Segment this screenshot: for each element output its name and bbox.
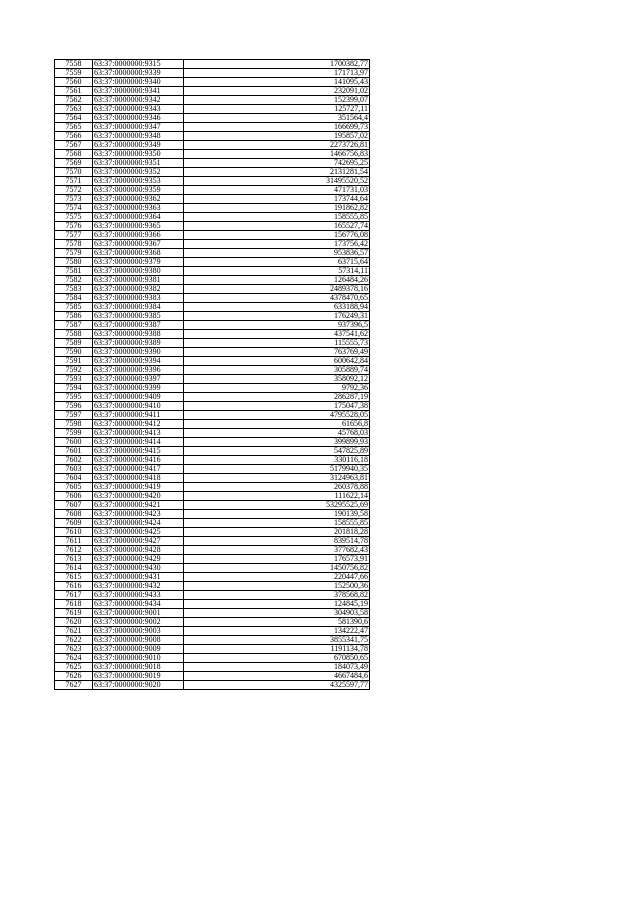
row-number-cell: 7617 bbox=[55, 591, 93, 600]
cadastral-number-cell: 63:37:0000000:9412 bbox=[93, 420, 184, 429]
table-row bbox=[55, 537, 370, 546]
value-cell: 158555,85 bbox=[184, 213, 370, 222]
row-number-cell: 7597 bbox=[55, 411, 93, 420]
value-cell: 4667484,6 bbox=[184, 672, 370, 681]
row-number-cell: 7610 bbox=[55, 528, 93, 537]
cadastral-number-cell: 63:37:0000000:9427 bbox=[93, 537, 184, 546]
row-number-cell: 7590 bbox=[55, 348, 93, 357]
table-row bbox=[55, 231, 370, 240]
cadastral-number-cell: 63:37:0000000:9001 bbox=[93, 609, 184, 618]
table-row bbox=[55, 123, 370, 132]
row-number-cell: 7577 bbox=[55, 231, 93, 240]
cadastral-number-cell: 63:37:0000000:9351 bbox=[93, 159, 184, 168]
row-number-cell: 7570 bbox=[55, 168, 93, 177]
cadastral-number-cell: 63:37:0000000:9008 bbox=[93, 636, 184, 645]
cadastral-number-cell: 63:37:0000000:9342 bbox=[93, 96, 184, 105]
value-cell: 61656,8 bbox=[184, 420, 370, 429]
cadastral-number-cell: 63:37:0000000:9343 bbox=[93, 105, 184, 114]
row-number-cell: 7600 bbox=[55, 438, 93, 447]
value-cell: 3855341,75 bbox=[184, 636, 370, 645]
row-number-cell: 7587 bbox=[55, 321, 93, 330]
table-row bbox=[55, 627, 370, 636]
cadastral-number-cell: 63:37:0000000:9010 bbox=[93, 654, 184, 663]
row-number-cell: 7601 bbox=[55, 447, 93, 456]
value-cell: 31495520,52 bbox=[184, 177, 370, 186]
cadastral-number-cell: 63:37:0000000:9009 bbox=[93, 645, 184, 654]
row-number-cell: 7615 bbox=[55, 573, 93, 582]
value-cell: 742695,25 bbox=[184, 159, 370, 168]
table-row bbox=[55, 456, 370, 465]
value-cell: 152500,36 bbox=[184, 582, 370, 591]
cadastral-number-cell: 63:37:0000000:9411 bbox=[93, 411, 184, 420]
table-row bbox=[55, 141, 370, 150]
table-row bbox=[55, 429, 370, 438]
value-cell: 184073,49 bbox=[184, 663, 370, 672]
cadastral-number-cell: 63:37:0000000:9434 bbox=[93, 600, 184, 609]
cadastral-number-cell: 63:37:0000000:9418 bbox=[93, 474, 184, 483]
table-row bbox=[55, 213, 370, 222]
table-row bbox=[55, 573, 370, 582]
row-number-cell: 7612 bbox=[55, 546, 93, 555]
row-number-cell: 7625 bbox=[55, 663, 93, 672]
cadastral-number-cell: 63:37:0000000:9383 bbox=[93, 294, 184, 303]
cadastral-number-cell: 63:37:0000000:9423 bbox=[93, 510, 184, 519]
cadastral-number-cell: 63:37:0000000:9425 bbox=[93, 528, 184, 537]
row-number-cell: 7576 bbox=[55, 222, 93, 231]
table-row bbox=[55, 555, 370, 564]
cadastral-number-cell: 63:37:0000000:9352 bbox=[93, 168, 184, 177]
cadastral-number-cell: 63:37:0000000:9020 bbox=[93, 681, 184, 690]
cadastral-number-cell: 63:37:0000000:9410 bbox=[93, 402, 184, 411]
row-number-cell: 7569 bbox=[55, 159, 93, 168]
row-number-cell: 7574 bbox=[55, 204, 93, 213]
value-cell: 1191134,78 bbox=[184, 645, 370, 654]
value-cell: 330116,18 bbox=[184, 456, 370, 465]
cadastral-number-cell: 63:37:0000000:9350 bbox=[93, 150, 184, 159]
value-cell: 134222,47 bbox=[184, 627, 370, 636]
table-row bbox=[55, 609, 370, 618]
cadastral-number-cell: 63:37:0000000:9385 bbox=[93, 312, 184, 321]
table-row bbox=[55, 195, 370, 204]
row-number-cell: 7616 bbox=[55, 582, 93, 591]
table-row bbox=[55, 366, 370, 375]
value-cell: 125727,11 bbox=[184, 105, 370, 114]
row-number-cell: 7607 bbox=[55, 501, 93, 510]
cadastral-number-cell: 63:37:0000000:9421 bbox=[93, 501, 184, 510]
cadastral-number-cell: 63:37:0000000:9019 bbox=[93, 672, 184, 681]
cadastral-value-table bbox=[54, 59, 370, 690]
cadastral-number-cell: 63:37:0000000:9382 bbox=[93, 285, 184, 294]
value-cell: 4795528,05 bbox=[184, 411, 370, 420]
table-row bbox=[55, 618, 370, 627]
table-row bbox=[55, 267, 370, 276]
row-number-cell: 7614 bbox=[55, 564, 93, 573]
table-row bbox=[55, 204, 370, 213]
value-cell: 3124963,81 bbox=[184, 474, 370, 483]
cadastral-number-cell: 63:37:0000000:9397 bbox=[93, 375, 184, 384]
row-number-cell: 7568 bbox=[55, 150, 93, 159]
value-cell: 156776,08 bbox=[184, 231, 370, 240]
row-number-cell: 7622 bbox=[55, 636, 93, 645]
value-cell: 358092,12 bbox=[184, 375, 370, 384]
value-cell: 4378470,65 bbox=[184, 294, 370, 303]
row-number-cell: 7624 bbox=[55, 654, 93, 663]
table-row bbox=[55, 78, 370, 87]
cadastral-number-cell: 63:37:0000000:9362 bbox=[93, 195, 184, 204]
value-cell: 2489378,16 bbox=[184, 285, 370, 294]
table-row bbox=[55, 402, 370, 411]
row-number-cell: 7623 bbox=[55, 645, 93, 654]
table-row bbox=[55, 348, 370, 357]
value-cell: 176249,31 bbox=[184, 312, 370, 321]
cadastral-number-cell: 63:37:0000000:9388 bbox=[93, 330, 184, 339]
row-number-cell: 7593 bbox=[55, 375, 93, 384]
value-cell: 166699,73 bbox=[184, 123, 370, 132]
row-number-cell: 7558 bbox=[55, 60, 93, 69]
row-number-cell: 7566 bbox=[55, 132, 93, 141]
value-cell: 286287,19 bbox=[184, 393, 370, 402]
table-row bbox=[55, 681, 370, 690]
cadastral-number-cell: 63:37:0000000:9340 bbox=[93, 78, 184, 87]
row-number-cell: 7626 bbox=[55, 672, 93, 681]
table-row bbox=[55, 294, 370, 303]
row-number-cell: 7596 bbox=[55, 402, 93, 411]
cadastral-number-cell: 63:37:0000000:9387 bbox=[93, 321, 184, 330]
cadastral-number-cell: 63:37:0000000:9367 bbox=[93, 240, 184, 249]
table-row bbox=[55, 312, 370, 321]
row-number-cell: 7560 bbox=[55, 78, 93, 87]
row-number-cell: 7606 bbox=[55, 492, 93, 501]
value-cell: 581390,6 bbox=[184, 618, 370, 627]
cadastral-number-cell: 63:37:0000000:9365 bbox=[93, 222, 184, 231]
row-number-cell: 7586 bbox=[55, 312, 93, 321]
table-row bbox=[55, 564, 370, 573]
table-row bbox=[55, 87, 370, 96]
table-row bbox=[55, 384, 370, 393]
cadastral-number-cell: 63:37:0000000:9366 bbox=[93, 231, 184, 240]
value-cell: 176573,91 bbox=[184, 555, 370, 564]
row-number-cell: 7567 bbox=[55, 141, 93, 150]
cadastral-number-cell: 63:37:0000000:9003 bbox=[93, 627, 184, 636]
table-row bbox=[55, 582, 370, 591]
table-row bbox=[55, 645, 370, 654]
table-row bbox=[55, 150, 370, 159]
row-number-cell: 7559 bbox=[55, 69, 93, 78]
table-row bbox=[55, 654, 370, 663]
cadastral-number-cell: 63:37:0000000:9341 bbox=[93, 87, 184, 96]
table-row bbox=[55, 249, 370, 258]
value-cell: 937396,5 bbox=[184, 321, 370, 330]
row-number-cell: 7571 bbox=[55, 177, 93, 186]
table-row bbox=[55, 321, 370, 330]
cadastral-number-cell: 63:37:0000000:9364 bbox=[93, 213, 184, 222]
cadastral-number-cell: 63:37:0000000:9420 bbox=[93, 492, 184, 501]
table-row bbox=[55, 672, 370, 681]
value-cell: 53295525,69 bbox=[184, 501, 370, 510]
row-number-cell: 7575 bbox=[55, 213, 93, 222]
table-row bbox=[55, 339, 370, 348]
value-cell: 953836,57 bbox=[184, 249, 370, 258]
value-cell: 165527,74 bbox=[184, 222, 370, 231]
value-cell: 763769,49 bbox=[184, 348, 370, 357]
cadastral-number-cell: 63:37:0000000:9384 bbox=[93, 303, 184, 312]
row-number-cell: 7619 bbox=[55, 609, 93, 618]
table-row bbox=[55, 393, 370, 402]
cadastral-number-cell: 63:37:0000000:9428 bbox=[93, 546, 184, 555]
table-row bbox=[55, 357, 370, 366]
row-number-cell: 7565 bbox=[55, 123, 93, 132]
table-row bbox=[55, 330, 370, 339]
table-row bbox=[55, 276, 370, 285]
cadastral-number-cell: 63:37:0000000:9380 bbox=[93, 267, 184, 276]
value-cell: 173744,64 bbox=[184, 195, 370, 204]
row-number-cell: 7583 bbox=[55, 285, 93, 294]
row-number-cell: 7589 bbox=[55, 339, 93, 348]
row-number-cell: 7581 bbox=[55, 267, 93, 276]
table-row bbox=[55, 105, 370, 114]
value-cell: 232091,02 bbox=[184, 87, 370, 96]
row-number-cell: 7627 bbox=[55, 681, 93, 690]
value-cell: 304903,58 bbox=[184, 609, 370, 618]
row-number-cell: 7598 bbox=[55, 420, 93, 429]
cadastral-number-cell: 63:37:0000000:9409 bbox=[93, 393, 184, 402]
value-cell: 2131281,54 bbox=[184, 168, 370, 177]
row-number-cell: 7562 bbox=[55, 96, 93, 105]
table-row bbox=[55, 96, 370, 105]
table-row bbox=[55, 60, 370, 69]
cadastral-number-cell: 63:37:0000000:9415 bbox=[93, 447, 184, 456]
row-number-cell: 7564 bbox=[55, 114, 93, 123]
table-row bbox=[55, 483, 370, 492]
cadastral-number-cell: 63:37:0000000:9347 bbox=[93, 123, 184, 132]
table-row bbox=[55, 168, 370, 177]
cadastral-number-cell: 63:37:0000000:9346 bbox=[93, 114, 184, 123]
row-number-cell: 7595 bbox=[55, 393, 93, 402]
row-number-cell: 7602 bbox=[55, 456, 93, 465]
value-cell: 2273726,81 bbox=[184, 141, 370, 150]
row-number-cell: 7580 bbox=[55, 258, 93, 267]
row-number-cell: 7573 bbox=[55, 195, 93, 204]
value-cell: 171713,97 bbox=[184, 69, 370, 78]
row-number-cell: 7561 bbox=[55, 87, 93, 96]
table-body bbox=[55, 60, 370, 690]
cadastral-number-cell: 63:37:0000000:9416 bbox=[93, 456, 184, 465]
value-cell: 158555,85 bbox=[184, 519, 370, 528]
table-row bbox=[55, 528, 370, 537]
cadastral-number-cell: 63:37:0000000:9417 bbox=[93, 465, 184, 474]
value-cell: 191862,82 bbox=[184, 204, 370, 213]
value-cell: 378568,82 bbox=[184, 591, 370, 600]
table-row bbox=[55, 411, 370, 420]
value-cell: 377682,43 bbox=[184, 546, 370, 555]
table-row bbox=[55, 240, 370, 249]
row-number-cell: 7588 bbox=[55, 330, 93, 339]
value-cell: 45768,03 bbox=[184, 429, 370, 438]
cadastral-number-cell: 63:37:0000000:9414 bbox=[93, 438, 184, 447]
table-row bbox=[55, 114, 370, 123]
cadastral-number-cell: 63:37:0000000:9413 bbox=[93, 429, 184, 438]
value-cell: 600642,84 bbox=[184, 357, 370, 366]
cadastral-number-cell: 63:37:0000000:9431 bbox=[93, 573, 184, 582]
row-number-cell: 7585 bbox=[55, 303, 93, 312]
row-number-cell: 7613 bbox=[55, 555, 93, 564]
row-number-cell: 7563 bbox=[55, 105, 93, 114]
value-cell: 399899,93 bbox=[184, 438, 370, 447]
value-cell: 351564,4 bbox=[184, 114, 370, 123]
table-row bbox=[55, 186, 370, 195]
value-cell: 5179940,35 bbox=[184, 465, 370, 474]
table-row bbox=[55, 510, 370, 519]
cadastral-number-cell: 63:37:0000000:9429 bbox=[93, 555, 184, 564]
row-number-cell: 7579 bbox=[55, 249, 93, 258]
table-row bbox=[55, 492, 370, 501]
value-cell: 57314,11 bbox=[184, 267, 370, 276]
value-cell: 111622,14 bbox=[184, 492, 370, 501]
cadastral-number-cell: 63:37:0000000:9348 bbox=[93, 132, 184, 141]
cadastral-number-cell: 63:37:0000000:9359 bbox=[93, 186, 184, 195]
cadastral-number-cell: 63:37:0000000:9430 bbox=[93, 564, 184, 573]
value-cell: 633188,94 bbox=[184, 303, 370, 312]
table-row bbox=[55, 258, 370, 267]
value-cell: 437541,62 bbox=[184, 330, 370, 339]
table-row bbox=[55, 474, 370, 483]
value-cell: 260378,88 bbox=[184, 483, 370, 492]
value-cell: 115555,73 bbox=[184, 339, 370, 348]
table-row bbox=[55, 519, 370, 528]
cadastral-number-cell: 63:37:0000000:9379 bbox=[93, 258, 184, 267]
cadastral-number-cell: 63:37:0000000:9424 bbox=[93, 519, 184, 528]
cadastral-number-cell: 63:37:0000000:9363 bbox=[93, 204, 184, 213]
row-number-cell: 7582 bbox=[55, 276, 93, 285]
cadastral-number-cell: 63:37:0000000:9353 bbox=[93, 177, 184, 186]
value-cell: 1700382,77 bbox=[184, 60, 370, 69]
row-number-cell: 7605 bbox=[55, 483, 93, 492]
cadastral-number-cell: 63:37:0000000:9433 bbox=[93, 591, 184, 600]
table-row bbox=[55, 438, 370, 447]
row-number-cell: 7572 bbox=[55, 186, 93, 195]
value-cell: 201818,28 bbox=[184, 528, 370, 537]
value-cell: 141095,43 bbox=[184, 78, 370, 87]
cadastral-number-cell: 63:37:0000000:9419 bbox=[93, 483, 184, 492]
value-cell: 152399,07 bbox=[184, 96, 370, 105]
table-row bbox=[55, 159, 370, 168]
value-cell: 195857,02 bbox=[184, 132, 370, 141]
table-row bbox=[55, 285, 370, 294]
table-row bbox=[55, 546, 370, 555]
table-row bbox=[55, 222, 370, 231]
cadastral-number-cell: 63:37:0000000:9432 bbox=[93, 582, 184, 591]
cadastral-number-cell: 63:37:0000000:9349 bbox=[93, 141, 184, 150]
row-number-cell: 7599 bbox=[55, 429, 93, 438]
table-row bbox=[55, 663, 370, 672]
value-cell: 547825,89 bbox=[184, 447, 370, 456]
cadastral-number-cell: 63:37:0000000:9394 bbox=[93, 357, 184, 366]
row-number-cell: 7584 bbox=[55, 294, 93, 303]
row-number-cell: 7621 bbox=[55, 627, 93, 636]
table-row bbox=[55, 501, 370, 510]
cadastral-number-cell: 63:37:0000000:9390 bbox=[93, 348, 184, 357]
cadastral-number-cell: 63:37:0000000:9396 bbox=[93, 366, 184, 375]
row-number-cell: 7604 bbox=[55, 474, 93, 483]
cadastral-number-cell: 63:37:0000000:9399 bbox=[93, 384, 184, 393]
value-cell: 124845,19 bbox=[184, 600, 370, 609]
value-cell: 1450756,82 bbox=[184, 564, 370, 573]
value-cell: 220447,66 bbox=[184, 573, 370, 582]
row-number-cell: 7592 bbox=[55, 366, 93, 375]
value-cell: 471731,03 bbox=[184, 186, 370, 195]
value-cell: 190139,58 bbox=[184, 510, 370, 519]
table-row bbox=[55, 636, 370, 645]
table-row bbox=[55, 132, 370, 141]
value-cell: 173756,42 bbox=[184, 240, 370, 249]
value-cell: 839514,78 bbox=[184, 537, 370, 546]
table-row bbox=[55, 69, 370, 78]
row-number-cell: 7609 bbox=[55, 519, 93, 528]
table-row bbox=[55, 177, 370, 186]
row-number-cell: 7618 bbox=[55, 600, 93, 609]
cadastral-number-cell: 63:37:0000000:9002 bbox=[93, 618, 184, 627]
row-number-cell: 7620 bbox=[55, 618, 93, 627]
value-cell: 63715,64 bbox=[184, 258, 370, 267]
table-row bbox=[55, 420, 370, 429]
value-cell: 305889,74 bbox=[184, 366, 370, 375]
row-number-cell: 7594 bbox=[55, 384, 93, 393]
table-row bbox=[55, 375, 370, 384]
row-number-cell: 7578 bbox=[55, 240, 93, 249]
cadastral-number-cell: 63:37:0000000:9339 bbox=[93, 69, 184, 78]
row-number-cell: 7611 bbox=[55, 537, 93, 546]
table-row bbox=[55, 465, 370, 474]
cadastral-number-cell: 63:37:0000000:9018 bbox=[93, 663, 184, 672]
table-row bbox=[55, 591, 370, 600]
row-number-cell: 7591 bbox=[55, 357, 93, 366]
value-cell: 4325597,77 bbox=[184, 681, 370, 690]
table-row bbox=[55, 447, 370, 456]
cadastral-number-cell: 63:37:0000000:9368 bbox=[93, 249, 184, 258]
value-cell: 670850,65 bbox=[184, 654, 370, 663]
value-cell: 9792,36 bbox=[184, 384, 370, 393]
row-number-cell: 7603 bbox=[55, 465, 93, 474]
value-cell: 1466756,83 bbox=[184, 150, 370, 159]
row-number-cell: 7608 bbox=[55, 510, 93, 519]
cadastral-number-cell: 63:37:0000000:9389 bbox=[93, 339, 184, 348]
table-row bbox=[55, 600, 370, 609]
table-row bbox=[55, 303, 370, 312]
cadastral-number-cell: 63:37:0000000:9381 bbox=[93, 276, 184, 285]
value-cell: 126484,26 bbox=[184, 276, 370, 285]
cadastral-number-cell: 63:37:0000000:9315 bbox=[93, 60, 184, 69]
value-cell: 175047,38 bbox=[184, 402, 370, 411]
